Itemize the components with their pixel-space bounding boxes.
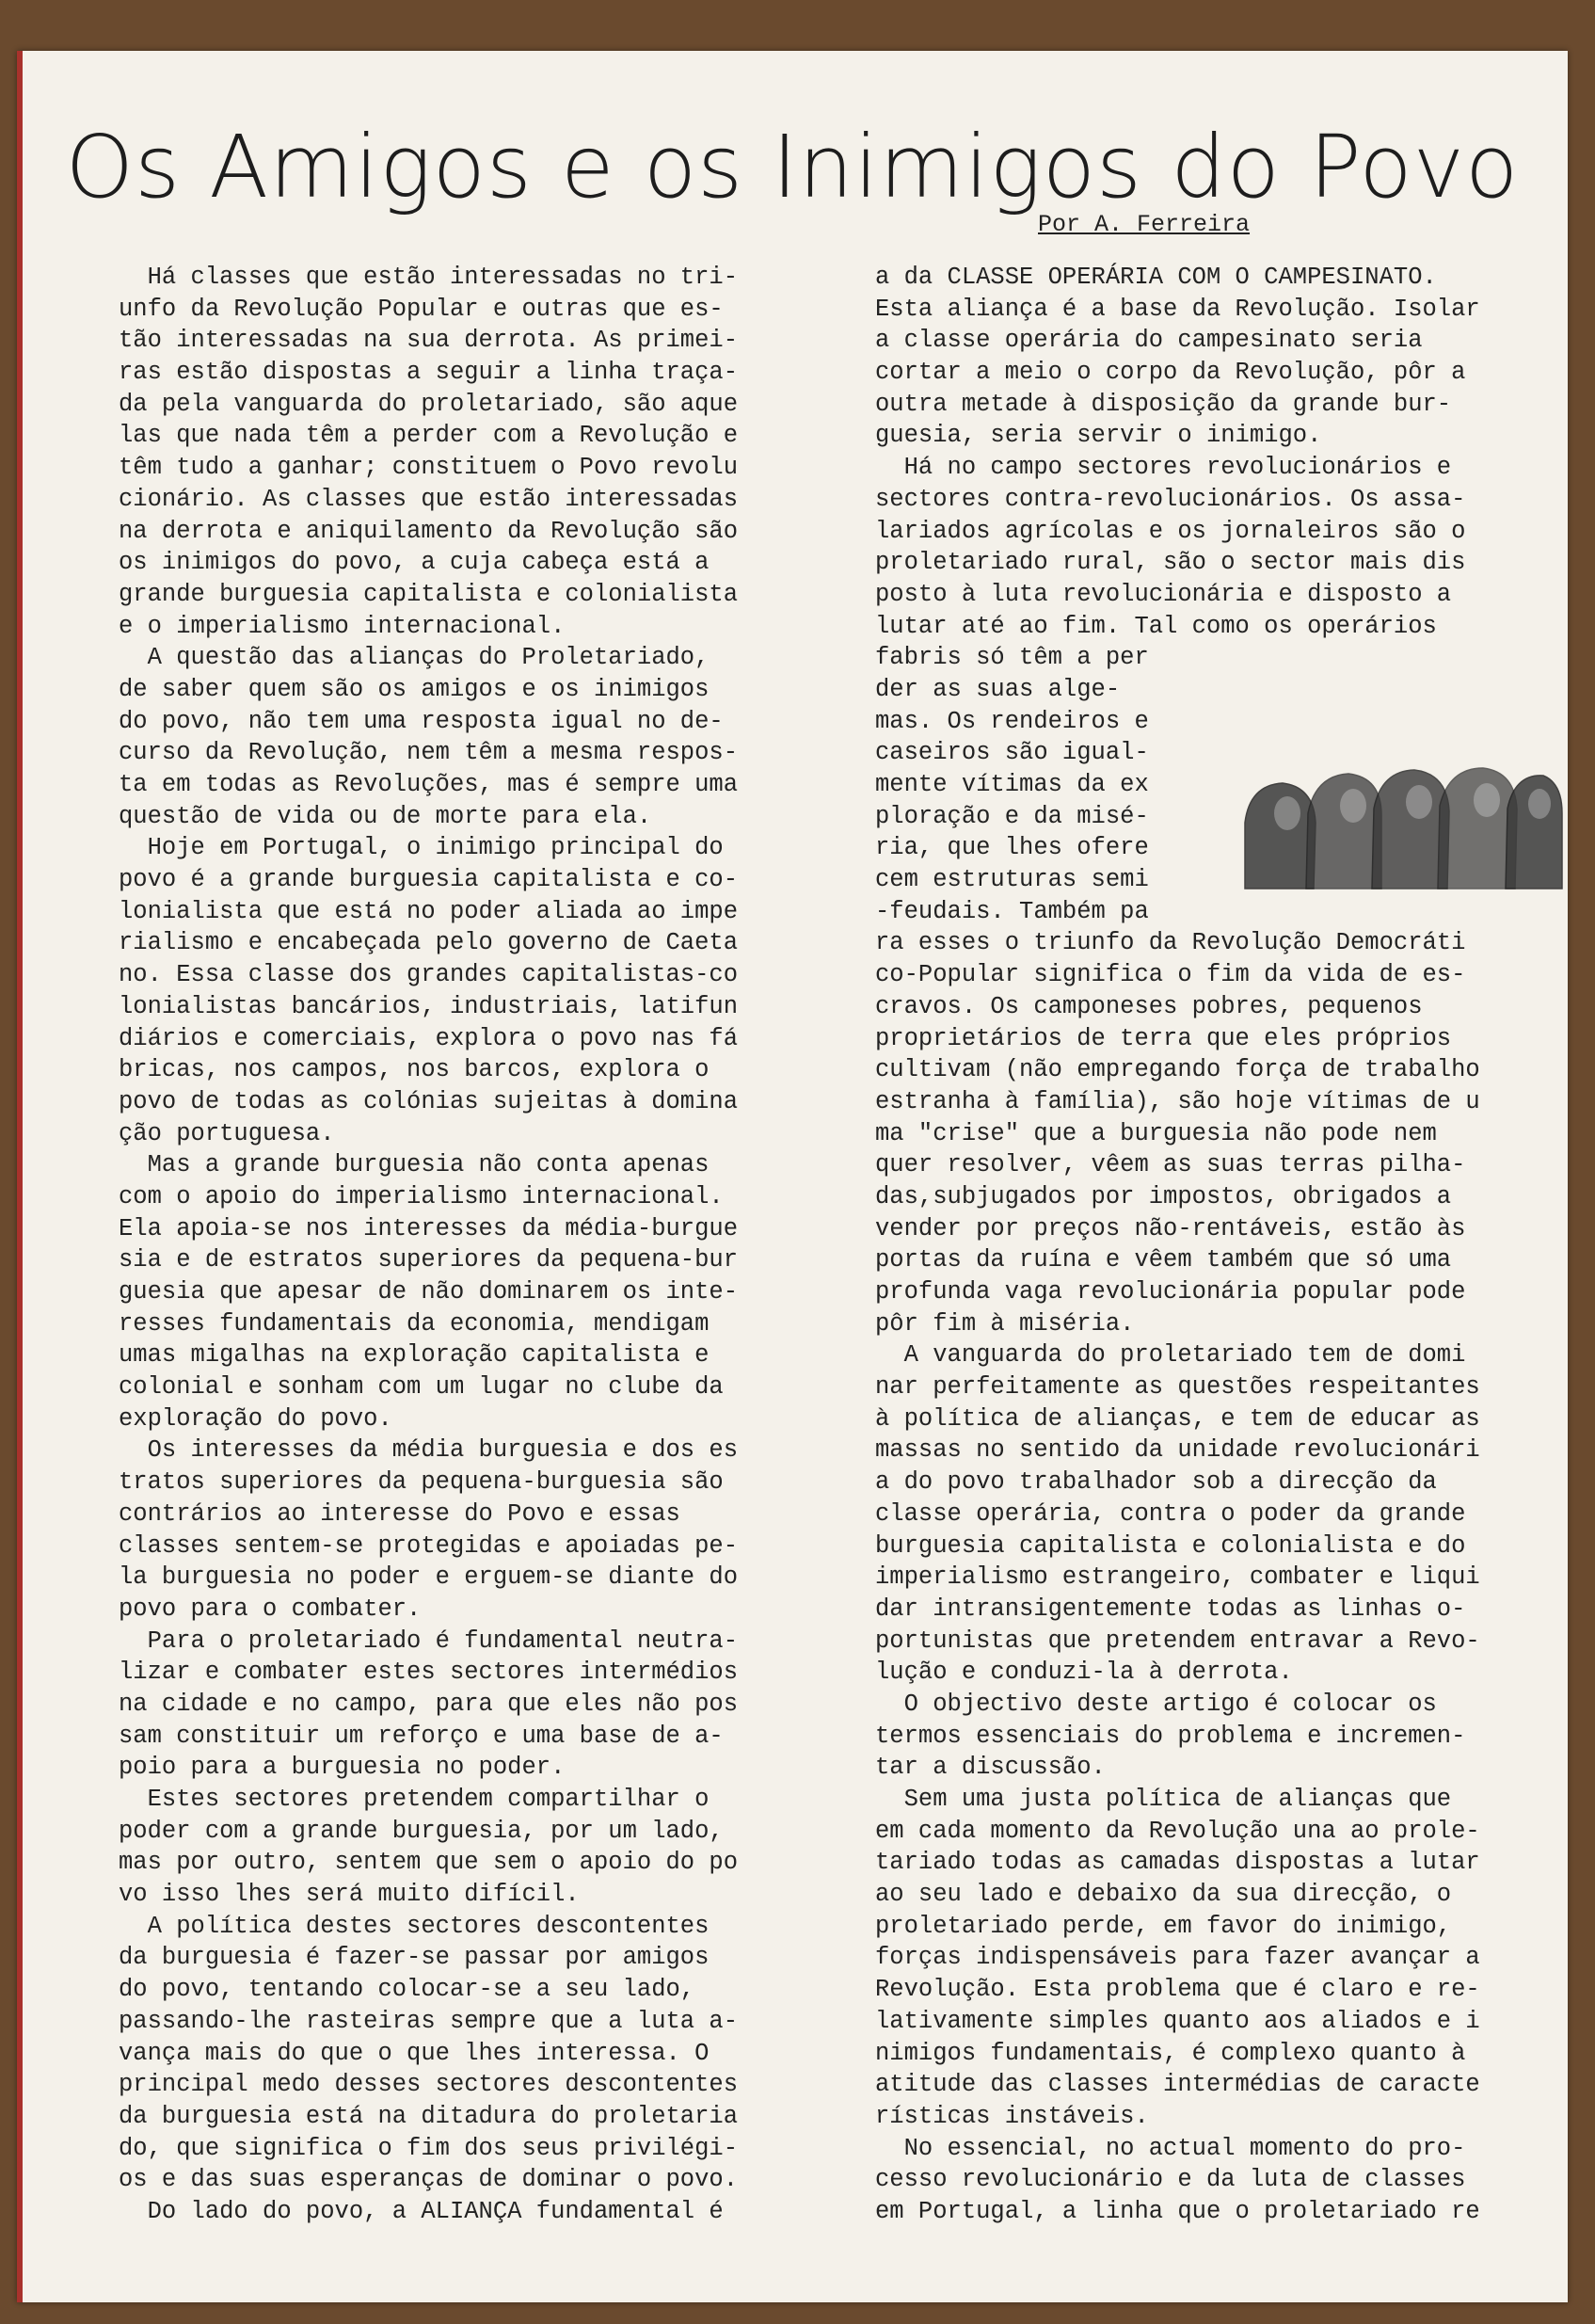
- text-line: nimigos fundamentais, é complexo quanto à: [875, 2039, 1466, 2067]
- text-line: na cidade e no campo, para que eles não pos: [119, 1690, 739, 1718]
- text-line: proletariado rural, são o sector mais dis: [875, 549, 1466, 577]
- text-line: Estes sectores pretendem compartilhar o: [119, 1786, 710, 1813]
- text-line: lução e conduzi-la à derrota.: [875, 1659, 1293, 1687]
- text-line: do povo, tentando colocar-se a seu lado,: [119, 1976, 695, 2004]
- text-line: do, que significa o fim dos seus privilégi-: [119, 2134, 739, 2162]
- text-line: vo isso lhes será muito difícil.: [119, 1881, 580, 1909]
- text-line: lariados agrícolas e os jornaleiros são o: [875, 517, 1466, 545]
- text-line: A política destes sectores descontentes: [119, 1912, 710, 1940]
- text-line: colonial e sonham com um lugar no clube da: [119, 1373, 724, 1402]
- text-line: à política de alianças, e tem de educar as: [875, 1404, 1480, 1433]
- text-line: passando-lhe rasteiras sempre que a luta a-: [119, 2007, 739, 2035]
- text-line: cem estruturas semi: [875, 866, 1149, 894]
- text-line: ras estão dispostas a seguir a linha traça-: [119, 359, 739, 387]
- text-line: lutar até ao fim. Tal como os operários: [875, 612, 1437, 640]
- right-column: [875, 262, 1568, 2228]
- text-line: da pela vanguarda do proletariado, são aque: [119, 390, 739, 418]
- text-line: povo para o combater.: [119, 1595, 422, 1623]
- text-line: No essencial, no actual momento do pro-: [875, 2134, 1466, 2162]
- text-line: Do lado do povo, a ALIANÇA fundamental é: [119, 2197, 724, 2225]
- text-line: mas por outro, sentem que sem o apoio do po: [119, 1849, 739, 1877]
- text-line: e o imperialismo internacional.: [119, 612, 566, 640]
- text-line: massas no sentido da unidade revolucionári: [875, 1436, 1480, 1465]
- left-column: [119, 262, 862, 2228]
- text-line: contrários ao interesse do Povo e essas: [119, 1499, 680, 1528]
- text-line: ma "crise" que a burguesia não pode nem: [875, 1119, 1437, 1147]
- text-line: nar perfeitamente as questões respeitantes: [875, 1373, 1480, 1402]
- text-line: fabris só têm a per: [875, 644, 1149, 672]
- page-binding-edge: [17, 51, 23, 2302]
- text-line: sectores contra-revolucionários. Os assa-: [875, 485, 1466, 513]
- text-line: lizar e combater estes sectores intermédios: [119, 1659, 739, 1687]
- text-line: a da CLASSE OPERÁRIA COM O CAMPESINATO.: [875, 264, 1437, 291]
- text-line: a do povo trabalhador sob a direcção da: [875, 1468, 1437, 1497]
- text-line: grande burguesia capitalista e colonialista: [119, 580, 739, 608]
- text-line: A vanguarda do proletariado tem de domi: [875, 1341, 1466, 1370]
- text-line: classe operária, contra o poder da grande: [875, 1499, 1466, 1528]
- text-line: poio para a burguesia no poder.: [119, 1754, 566, 1782]
- text-line: Os interesses da média burguesia e dos es: [119, 1436, 739, 1465]
- text-line: estranha à família), são hoje vítimas de u: [875, 1087, 1480, 1115]
- text-line: dar intransigentemente todas as linhas o-: [875, 1595, 1466, 1623]
- text-line: rialismo e encabeçada pelo governo de Caeta: [119, 929, 739, 957]
- text-line: guesia que apesar de não dominarem os inte-: [119, 1278, 739, 1306]
- text-line: der as suas alge-: [875, 675, 1121, 703]
- text-line: Há no campo sectores revolucionários e: [875, 454, 1452, 482]
- five-portraits-illustration: [1240, 757, 1565, 893]
- text-line: la burguesia no poder e erguem-se diante do: [119, 1563, 739, 1592]
- text-line: bricas, nos campos, nos barcos, explora o: [119, 1056, 710, 1084]
- document-page: [17, 51, 1568, 2302]
- text-line: cionário. As classes que estão interessadas: [119, 485, 739, 513]
- article-byline: Por A. Ferreira: [1038, 211, 1251, 238]
- text-line: tão interessadas na sua derrota. As primei-: [119, 327, 739, 355]
- text-line: las que nada têm a perder com a Revolução e: [119, 422, 739, 450]
- text-line: lonialista que está no poder aliada ao impe: [119, 897, 739, 925]
- text-line: poder com a grande burguesia, por um lado,: [119, 1817, 724, 1845]
- text-line: no. Essa classe dos grandes capitalistas-co: [119, 961, 739, 989]
- text-line: termos essenciais do problema e incremen-: [875, 1722, 1466, 1750]
- text-line: principal medo desses sectores descontentes: [119, 2071, 739, 2099]
- text-line: Revolução. Esta problema que é claro e re-: [875, 1976, 1480, 2004]
- text-line: vender por preços não-rentáveis, estão às: [875, 1214, 1466, 1242]
- text-line: tariado todas as camadas dispostas a lutar: [875, 1849, 1480, 1877]
- text-line: forças indispensáveis para fazer avançar a: [875, 1944, 1480, 1972]
- text-line: A questão das alianças do Proletariado,: [119, 644, 710, 672]
- text-line: classes sentem-se protegidas e apoiadas pe-: [119, 1531, 739, 1560]
- text-line: na derrota e aniquilamento da Revolução são: [119, 517, 739, 545]
- text-line: profunda vaga revolucionária popular pode: [875, 1278, 1466, 1306]
- text-line: mente vítimas da ex: [875, 771, 1149, 798]
- text-line: -feudais. Também pa: [875, 897, 1149, 925]
- text-line: povo é a grande burguesia capitalista e co-: [119, 866, 739, 894]
- text-line: cesso revolucionário e da luta de classes: [875, 2166, 1466, 2194]
- text-line: umas migalhas na exploração capitalista e: [119, 1341, 710, 1370]
- text-line: proprietários de terra que eles próprios: [875, 1024, 1452, 1052]
- text-line: ra esses o triunfo da Revolução Democráti: [875, 929, 1466, 957]
- text-line: curso da Revolução, nem têm a mesma respos-: [119, 739, 739, 767]
- text-line: diários e comerciais, explora o povo nas fá: [119, 1024, 739, 1052]
- text-line: ploração e da misé-: [875, 802, 1149, 830]
- text-line: a classe operária do campesinato seria: [875, 327, 1423, 355]
- text-line: povo de todas as colónias sujeitas à domina: [119, 1087, 739, 1115]
- text-line: Mas a grande burguesia não conta apenas: [119, 1151, 710, 1179]
- text-line: do povo, não tem uma resposta igual no de-: [119, 707, 724, 735]
- text-line: da burguesia está na ditadura do proletaria: [119, 2102, 739, 2130]
- text-line: ção portuguesa.: [119, 1119, 335, 1147]
- text-line: O objectivo deste artigo é colocar os: [875, 1690, 1437, 1718]
- text-line: ta em todas as Revoluções, mas é sempre uma: [119, 771, 739, 798]
- text-line: Hoje em Portugal, o inimigo principal do: [119, 834, 724, 862]
- text-line: cortar a meio o corpo da Revolução, pôr a: [875, 359, 1466, 387]
- text-line: unfo da Revolução Popular e outras que es-: [119, 295, 724, 323]
- text-line: os inimigos do povo, a cuja cabeça está a: [119, 549, 710, 577]
- text-line: questão de vida ou de morte para ela.: [119, 802, 652, 830]
- text-line: posto à luta revolucionária e disposto a: [875, 580, 1452, 608]
- text-line: Sem uma justa política de alianças que: [875, 1786, 1452, 1813]
- text-line: rísticas instáveis.: [875, 2102, 1149, 2130]
- text-line: quer resolver, vêem as suas terras pilha-: [875, 1151, 1466, 1179]
- text-line: atitude das classes intermédias de caracte: [875, 2071, 1480, 2099]
- text-line: Esta aliança é a base da Revolução. Isolar: [875, 295, 1480, 323]
- text-line: cultivam (não empregando força de trabalho: [875, 1056, 1480, 1084]
- text-line: sam constituir um reforço e uma base de a-: [119, 1722, 724, 1750]
- text-line: em cada momento da Revolução una ao prole-: [875, 1817, 1480, 1845]
- text-line: sia e de estratos superiores da pequena-bur: [119, 1246, 739, 1274]
- article-title: Os Amigos e os Inimigos do Povo: [65, 117, 1520, 217]
- text-line: lonialistas bancários, industriais, latifun: [119, 992, 739, 1020]
- text-line: resses fundamentais da economia, mendigam: [119, 1309, 710, 1338]
- text-line: pôr fim à miséria.: [875, 1309, 1135, 1338]
- text-line: das,subjugados por impostos, obrigados a: [875, 1182, 1452, 1210]
- text-line: lativamente simples quanto aos aliados e i: [875, 2007, 1480, 2035]
- text-line: proletariado perde, em favor do inimigo,: [875, 1912, 1452, 1940]
- text-line: com o apoio do imperialismo internacional.: [119, 1182, 724, 1210]
- text-line: outra metade à disposição da grande bur-: [875, 390, 1452, 418]
- text-line: os e das suas esperanças de dominar o povo.: [119, 2166, 739, 2194]
- text-line: exploração do povo.: [119, 1404, 392, 1433]
- text-line: de saber quem são os amigos e os inimigos: [119, 675, 710, 703]
- text-line: Há classes que estão interessadas no tri-: [119, 264, 739, 291]
- text-line: da burguesia é fazer-se passar por amigos: [119, 1944, 710, 1972]
- text-line: portunistas que pretendem entravar a Revo-: [875, 1627, 1480, 1655]
- text-line: cravos. Os camponeses pobres, pequenos: [875, 992, 1423, 1020]
- text-line: mas. Os rendeiros e: [875, 707, 1149, 735]
- text-line: tar a discussão.: [875, 1754, 1106, 1782]
- text-line: burguesia capitalista e colonialista e do: [875, 1531, 1466, 1560]
- text-line: caseiros são igual-: [875, 739, 1149, 767]
- text-line: ao seu lado e debaixo da sua direcção, o: [875, 1881, 1452, 1909]
- text-line: ria, que lhes ofere: [875, 834, 1149, 862]
- text-line: imperialismo estrangeiro, combater e liqui: [875, 1563, 1480, 1592]
- text-line: portas da ruína e vêem também que só uma: [875, 1246, 1452, 1274]
- text-line: vança mais do que o que lhes interessa. O: [119, 2039, 710, 2067]
- text-line: Ela apoia-se nos interesses da média-burgue: [119, 1214, 739, 1242]
- text-line: Para o proletariado é fundamental neutra-: [119, 1627, 739, 1655]
- text-line: tratos superiores da pequena-burguesia são: [119, 1468, 724, 1497]
- text-line: co-Popular significa o fim da vida de es-: [875, 961, 1466, 989]
- text-line: em Portugal, a linha que o proletariado re: [875, 2197, 1480, 2225]
- text-line: guesia, seria servir o inimigo.: [875, 422, 1322, 450]
- text-line: têm tudo a ganhar; constituem o Povo revolu: [119, 454, 739, 482]
